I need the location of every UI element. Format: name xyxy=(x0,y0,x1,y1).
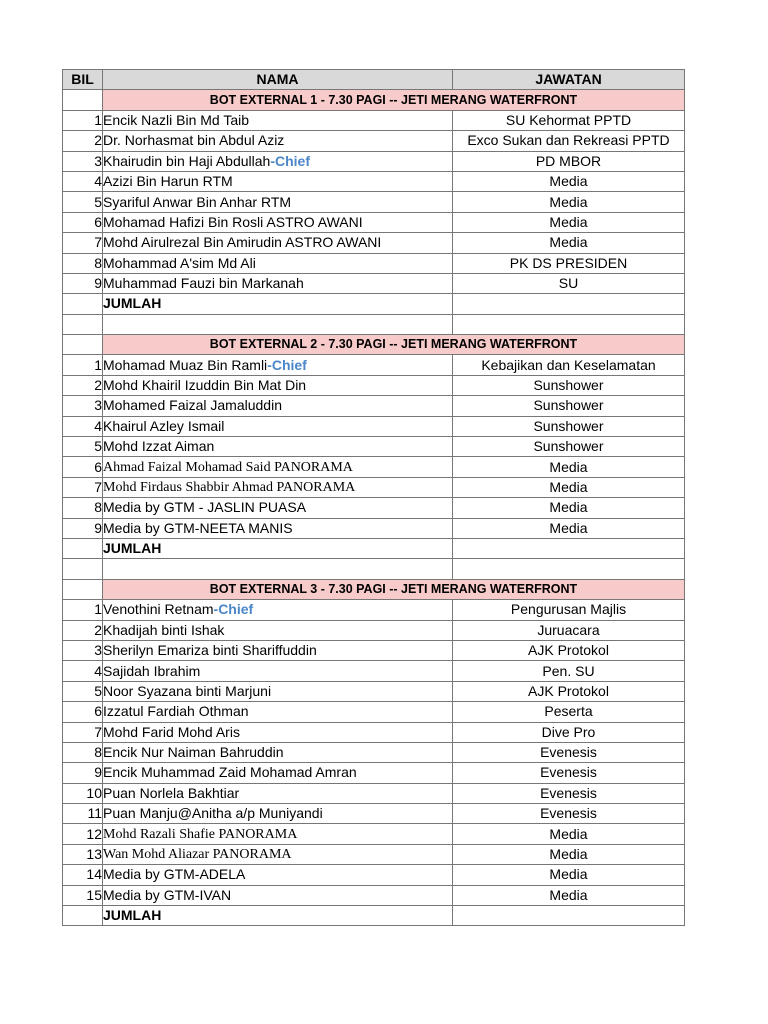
section-blank-cell[interactable] xyxy=(63,335,103,355)
blank-cell[interactable] xyxy=(103,559,453,579)
row-number[interactable]: 4 xyxy=(63,661,103,681)
row-number[interactable]: 12 xyxy=(63,824,103,844)
role-cell[interactable]: Sunshower xyxy=(453,437,685,457)
chief-tag: -Chief xyxy=(270,152,311,169)
header-bil: BIL xyxy=(63,70,103,90)
table-row xyxy=(63,396,685,416)
table-body xyxy=(63,90,685,926)
row-number[interactable]: 9 xyxy=(63,763,103,783)
row-number[interactable]: 7 xyxy=(63,722,103,742)
name-cell[interactable] xyxy=(103,661,453,681)
role-cell[interactable]: Dive Pro xyxy=(453,722,685,742)
name-text: Noor Syazana binti Marjuni xyxy=(103,682,272,699)
chief-tag: -Chief xyxy=(267,356,307,373)
section-blank-cell[interactable] xyxy=(63,90,103,110)
row-number[interactable]: 7 xyxy=(63,477,103,497)
section-blank-cell[interactable] xyxy=(63,579,103,599)
total-blank-cell[interactable] xyxy=(63,294,103,314)
row-number[interactable]: 8 xyxy=(63,253,103,273)
section-header-row xyxy=(63,335,685,355)
total-value-cell[interactable] xyxy=(453,906,685,926)
blank-cell[interactable] xyxy=(453,559,685,579)
row-number[interactable]: 5 xyxy=(63,437,103,457)
table-row xyxy=(63,192,685,212)
section-title[interactable]: BOT EXTERNAL 2 - 7.30 PAGI -- JETI MERANG WATERFRONT xyxy=(103,335,685,355)
name-text: Mohammad A'sim Md Ali xyxy=(103,254,256,271)
table-row xyxy=(63,681,685,701)
blank-row xyxy=(63,559,685,579)
total-label[interactable]: JUMLAH xyxy=(103,906,453,926)
row-number[interactable]: 3 xyxy=(63,396,103,416)
row-number[interactable]: 1 xyxy=(63,110,103,130)
role-cell[interactable]: Media xyxy=(453,192,685,212)
name-cell[interactable] xyxy=(103,253,453,273)
header-nama: NAMA xyxy=(103,70,453,90)
total-row xyxy=(63,294,685,314)
role-cell[interactable]: Sunshower xyxy=(453,396,685,416)
name-text: Mohd Firdaus Shabbir Ahmad PANORAMA xyxy=(103,480,356,495)
row-number[interactable]: 2 xyxy=(63,131,103,151)
role-cell[interactable]: Evenesis xyxy=(453,763,685,783)
table-row xyxy=(63,375,685,395)
table-row xyxy=(63,702,685,722)
table-row xyxy=(63,640,685,660)
row-number[interactable]: 11 xyxy=(63,804,103,824)
row-number[interactable]: 13 xyxy=(63,844,103,864)
row-number[interactable]: 6 xyxy=(63,702,103,722)
role-cell[interactable]: Media xyxy=(453,457,685,477)
chief-tag: -Chief xyxy=(213,601,254,618)
name-text: Khairul Azley Ismail xyxy=(103,417,225,434)
total-blank-cell[interactable] xyxy=(63,906,103,926)
row-number[interactable]: 3 xyxy=(63,640,103,660)
role-cell[interactable]: AJK Protokol xyxy=(453,681,685,701)
table-row xyxy=(63,457,685,477)
total-label[interactable]: JUMLAH xyxy=(103,294,453,314)
blank-cell[interactable] xyxy=(103,314,453,334)
name-cell[interactable] xyxy=(103,600,453,620)
name-cell[interactable] xyxy=(103,477,453,497)
role-cell[interactable]: Juruacara xyxy=(453,620,685,640)
table-row xyxy=(63,885,685,905)
table-row xyxy=(63,273,685,293)
name-text: Muhammad Fauzi bin Markanah xyxy=(103,275,304,292)
row-number[interactable]: 6 xyxy=(63,212,103,232)
name-cell[interactable] xyxy=(103,763,453,783)
row-number[interactable]: 8 xyxy=(63,498,103,518)
name-cell[interactable] xyxy=(103,620,453,640)
name-cell[interactable] xyxy=(103,110,453,130)
table-row xyxy=(63,620,685,640)
blank-cell[interactable] xyxy=(63,559,103,579)
section-header-row xyxy=(63,579,685,599)
name-cell[interactable] xyxy=(103,233,453,253)
role-cell[interactable]: Media xyxy=(453,477,685,497)
section-header-row xyxy=(63,90,685,110)
name-text: Mohd Farid Mohd Aris xyxy=(103,723,240,740)
name-cell[interactable] xyxy=(103,396,453,416)
table-row xyxy=(63,865,685,885)
row-number[interactable]: 4 xyxy=(63,416,103,436)
role-cell[interactable]: Media xyxy=(453,212,685,232)
role-cell[interactable]: PK DS PRESIDEN xyxy=(453,253,685,273)
role-cell[interactable]: Evenesis xyxy=(453,804,685,824)
name-text: Media by GTM-NEETA MANIS xyxy=(103,519,293,536)
name-cell[interactable] xyxy=(103,702,453,722)
name-cell[interactable] xyxy=(103,824,453,844)
table-row xyxy=(63,804,685,824)
table-row xyxy=(63,600,685,620)
name-text: Puan Norlela Bakhtiar xyxy=(103,784,240,801)
table-row xyxy=(63,477,685,497)
role-cell[interactable]: Pen. SU xyxy=(453,661,685,681)
role-cell[interactable]: Evenesis xyxy=(453,783,685,803)
name-text: Mohd Razali Shafie PANORAMA xyxy=(103,826,298,842)
name-cell[interactable] xyxy=(103,457,453,477)
role-cell[interactable]: Exco Sukan dan Rekreasi PPTD xyxy=(453,131,685,151)
name-cell[interactable] xyxy=(103,804,453,824)
name-text: Puan Manju@Anitha a/p Muniyandi xyxy=(103,805,323,822)
name-cell[interactable] xyxy=(103,416,453,436)
role-cell[interactable]: Evenesis xyxy=(453,742,685,762)
name-text: Mohamed Faizal Jamaluddin xyxy=(103,397,282,414)
total-row xyxy=(63,538,685,558)
row-number[interactable]: 10 xyxy=(63,783,103,803)
name-text: Encik Nur Naiman Bahruddin xyxy=(103,744,284,761)
blank-cell[interactable] xyxy=(453,314,685,334)
name-cell[interactable] xyxy=(103,498,453,518)
role-cell[interactable]: Media xyxy=(453,824,685,844)
table-row xyxy=(63,131,685,151)
table-row xyxy=(63,253,685,273)
name-text: Venothini Retnam xyxy=(103,601,214,618)
table-row xyxy=(63,151,685,171)
total-row xyxy=(63,906,685,926)
name-cell[interactable] xyxy=(103,171,453,191)
role-cell[interactable]: Peserta xyxy=(453,702,685,722)
table-row xyxy=(63,110,685,130)
table-row xyxy=(63,233,685,253)
row-number[interactable]: 4 xyxy=(63,171,103,191)
role-cell[interactable]: PD MBOR xyxy=(453,151,685,171)
name-text: Encik Nazli Bin Md Taib xyxy=(103,111,250,128)
row-number[interactable]: 3 xyxy=(63,151,103,171)
role-cell[interactable]: Pengurusan Majlis xyxy=(453,600,685,620)
row-number[interactable]: 2 xyxy=(63,620,103,640)
role-cell[interactable]: Media xyxy=(453,498,685,518)
name-text: Khairudin bin Haji Abdullah xyxy=(103,152,271,169)
name-text: Izzatul Fardiah Othman xyxy=(103,703,249,720)
name-cell[interactable] xyxy=(103,518,453,538)
table-row xyxy=(63,763,685,783)
table-row xyxy=(63,518,685,538)
row-number[interactable]: 6 xyxy=(63,457,103,477)
row-number[interactable]: 1 xyxy=(63,600,103,620)
name-cell[interactable] xyxy=(103,681,453,701)
table-row xyxy=(63,437,685,457)
row-number[interactable]: 8 xyxy=(63,742,103,762)
name-text: Mohamad Hafizi Bin Rosli ASTRO AWANI xyxy=(103,213,363,230)
role-cell[interactable]: Sunshower xyxy=(453,375,685,395)
name-text: Sherilyn Emariza binti Shariffuddin xyxy=(103,642,317,659)
table-row xyxy=(63,355,685,375)
name-cell[interactable] xyxy=(103,273,453,293)
name-text: Dr. Norhasmat bin Abdul Aziz xyxy=(103,132,285,149)
name-text: Mohd Izzat Aiman xyxy=(103,438,215,455)
total-label[interactable]: JUMLAH xyxy=(103,538,453,558)
name-text: Ahmad Faizal Mohamad Said PANORAMA xyxy=(103,459,353,475)
section-title[interactable]: BOT EXTERNAL 3 - 7.30 PAGI -- JETI MERANG WATERFRONT xyxy=(103,579,685,599)
header-row xyxy=(63,70,685,90)
name-text: Azizi Bin Harun RTM xyxy=(103,173,233,190)
role-cell[interactable]: Kebajikan dan Keselamatan xyxy=(453,355,685,375)
role-cell[interactable]: SU Kehormat PPTD xyxy=(453,110,685,130)
total-blank-cell[interactable] xyxy=(63,538,103,558)
attendance-table xyxy=(62,69,685,926)
role-cell[interactable]: AJK Protokol xyxy=(453,640,685,660)
row-number[interactable]: 7 xyxy=(63,233,103,253)
name-cell[interactable] xyxy=(103,783,453,803)
table-row xyxy=(63,722,685,742)
role-cell[interactable]: SU xyxy=(453,273,685,293)
row-number[interactable]: 1 xyxy=(63,355,103,375)
table-row xyxy=(63,171,685,191)
name-cell[interactable] xyxy=(103,192,453,212)
name-cell[interactable] xyxy=(103,722,453,742)
row-number[interactable]: 5 xyxy=(63,192,103,212)
row-number[interactable]: 9 xyxy=(63,273,103,293)
role-cell[interactable]: Media xyxy=(453,233,685,253)
role-cell[interactable]: Media xyxy=(453,171,685,191)
table-row xyxy=(63,824,685,844)
role-cell[interactable]: Sunshower xyxy=(453,416,685,436)
role-cell[interactable]: Media xyxy=(453,844,685,864)
name-cell[interactable] xyxy=(103,865,453,885)
table-row xyxy=(63,742,685,762)
table-row xyxy=(63,498,685,518)
name-cell[interactable] xyxy=(103,355,453,375)
name-text: Mohamad Muaz Bin Ramli xyxy=(103,356,268,373)
role-cell[interactable]: Media xyxy=(453,865,685,885)
total-value-cell[interactable] xyxy=(453,538,685,558)
name-text: Media by GTM-IVAN xyxy=(103,886,232,903)
total-value-cell[interactable] xyxy=(453,294,685,314)
role-cell[interactable]: Media xyxy=(453,518,685,538)
row-number[interactable]: 5 xyxy=(63,681,103,701)
table-row xyxy=(63,416,685,436)
table-row xyxy=(63,844,685,864)
name-text: Media by GTM-ADELA xyxy=(103,866,246,883)
name-cell[interactable] xyxy=(103,844,453,864)
name-text: Mohd Airulrezal Bin Amirudin ASTRO AWANI xyxy=(103,234,382,251)
header-jawatan: JAWATAN xyxy=(453,70,685,90)
role-cell[interactable]: Media xyxy=(453,885,685,905)
name-cell[interactable] xyxy=(103,437,453,457)
name-cell[interactable] xyxy=(103,640,453,660)
name-text: Mohd Khairil Izuddin Bin Mat Din xyxy=(103,377,307,394)
blank-cell[interactable] xyxy=(63,314,103,334)
section-title[interactable]: BOT EXTERNAL 1 - 7.30 PAGI -- JETI MERANG WATERFRONT xyxy=(103,90,685,110)
name-cell[interactable] xyxy=(103,885,453,905)
name-text: Sajidah Ibrahim xyxy=(103,662,201,679)
name-text: Wan Mohd Aliazar PANORAMA xyxy=(103,847,292,863)
row-number[interactable]: 15 xyxy=(63,885,103,905)
name-cell[interactable] xyxy=(103,212,453,232)
table-row xyxy=(63,783,685,803)
name-text: Encik Muhammad Zaid Mohamad Amran xyxy=(103,764,357,781)
row-number[interactable]: 14 xyxy=(63,865,103,885)
name-cell[interactable] xyxy=(103,375,453,395)
blank-row xyxy=(63,314,685,334)
name-cell[interactable] xyxy=(103,151,453,171)
table-header xyxy=(63,70,685,90)
name-text: Khadijah binti Ishak xyxy=(103,621,225,638)
name-text: Syariful Anwar Bin Anhar RTM xyxy=(103,193,292,210)
name-cell[interactable] xyxy=(103,742,453,762)
table-row xyxy=(63,212,685,232)
table-row xyxy=(63,661,685,681)
name-cell[interactable] xyxy=(103,131,453,151)
row-number[interactable]: 9 xyxy=(63,518,103,538)
row-number[interactable]: 2 xyxy=(63,375,103,395)
name-text: Media by GTM - JASLIN PUASA xyxy=(103,499,307,516)
